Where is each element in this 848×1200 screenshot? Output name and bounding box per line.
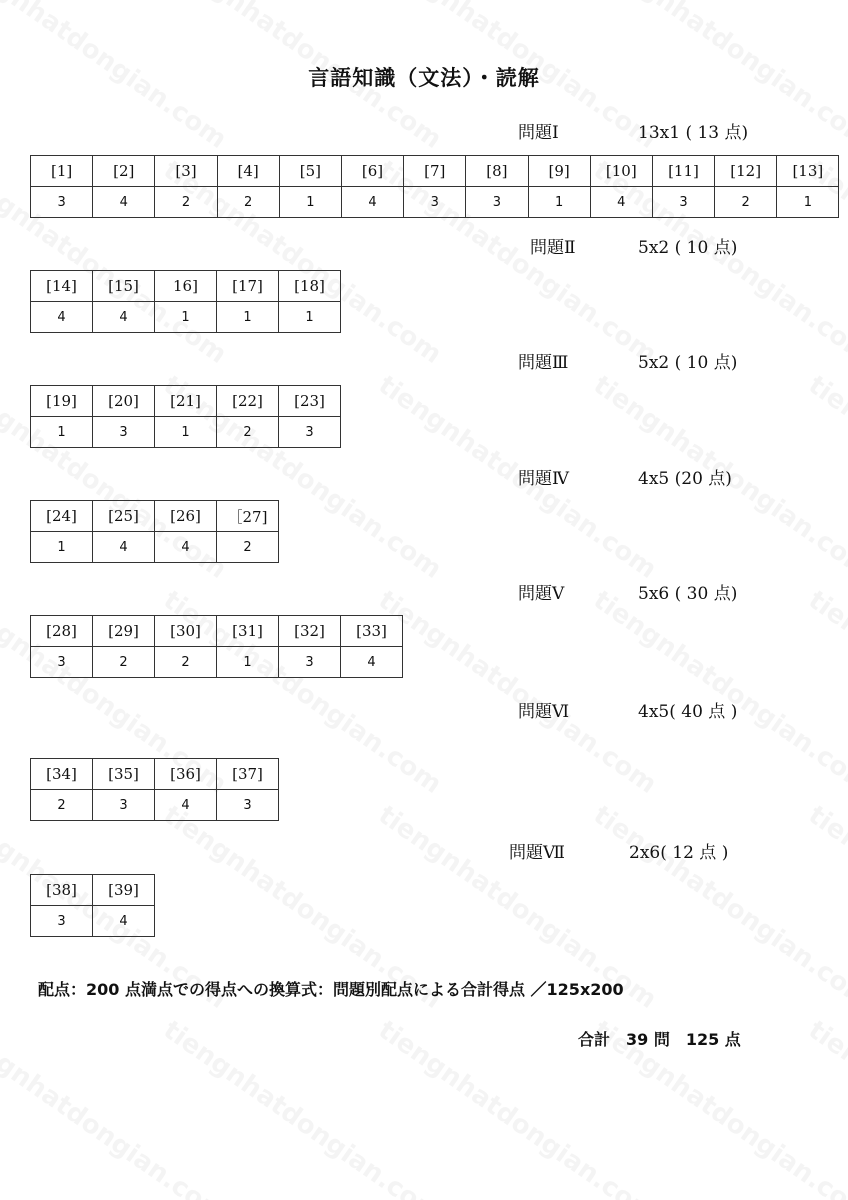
question-row (31, 501, 279, 532)
question-number-cell: [38] (31, 875, 93, 906)
question-number-cell: [36] (155, 759, 217, 790)
answer-cell: 2 (155, 187, 217, 218)
answer-cell: 2 (155, 647, 217, 678)
question-number-cell: [11] (652, 156, 714, 187)
answer-row (31, 647, 403, 678)
section-label: 問題Ⅵ (518, 702, 570, 722)
watermark-text (0, 1015, 232, 1200)
answer-cell: 2 (31, 790, 93, 821)
answer-table (30, 615, 403, 678)
answer-cell: 2 (715, 187, 777, 218)
question-row (31, 616, 403, 647)
total-summary: 合計 39 問 125 点 (578, 1030, 741, 1049)
section-points: 4x5( 40 点 ) (638, 702, 738, 722)
question-row (31, 156, 839, 187)
question-number-cell: [12] (715, 156, 777, 187)
answer-row (31, 187, 839, 218)
section-points: 5x6 ( 30 点) (638, 584, 738, 604)
answer-cell: 4 (155, 532, 217, 563)
question-number-cell: [33] (341, 616, 403, 647)
question-number-cell: [37] (217, 759, 279, 790)
watermark-text (803, 800, 848, 1015)
question-number-cell: [26] (155, 501, 217, 532)
answer-cell: 4 (93, 532, 155, 563)
answer-cell: 3 (217, 790, 279, 821)
section-points: 5x2 ( 10 点) (638, 238, 738, 258)
answer-table (30, 270, 341, 333)
question-number-cell: [32] (279, 616, 341, 647)
question-number-cell: [15] (93, 271, 155, 302)
question-number-cell: [4] (217, 156, 279, 187)
section-label: 問題Ⅱ (530, 238, 576, 258)
question-number-cell: [31] (217, 616, 279, 647)
section-label: 問題Ⅰ (518, 123, 559, 143)
answer-row (31, 302, 341, 333)
scoring-note: 配点：200 点満点での得点への換算式：問題別配点による合計得点 ／125x200 (38, 980, 624, 999)
answer-cell: 3 (93, 790, 155, 821)
answer-cell: 4 (31, 302, 93, 333)
answer-cell: 1 (279, 187, 341, 218)
question-number-cell: [2] (93, 156, 155, 187)
question-number-cell: [21] (155, 386, 217, 417)
section-points: 4x5 (20 点) (638, 469, 732, 489)
question-number-cell: [25] (93, 501, 155, 532)
question-number-cell: [17] (217, 271, 279, 302)
question-number-cell: [19] (31, 386, 93, 417)
question-number-cell: [29] (93, 616, 155, 647)
section-points: 5x2 ( 10 点) (638, 353, 738, 373)
answer-cell: 1 (155, 302, 217, 333)
section-heading (518, 464, 732, 489)
section-heading (518, 348, 738, 373)
answer-cell: 1 (155, 417, 217, 448)
question-number-cell: ［27] (217, 501, 279, 532)
answer-table (30, 500, 279, 563)
answer-table (30, 874, 155, 937)
question-row (31, 271, 341, 302)
question-number-cell: [35] (93, 759, 155, 790)
question-number-cell: [24] (31, 501, 93, 532)
question-number-cell: [9] (528, 156, 590, 187)
watermark-text (803, 1015, 848, 1200)
question-number-cell: [1] (31, 156, 93, 187)
answer-cell: 2 (217, 417, 279, 448)
answer-cell: 1 (217, 302, 279, 333)
answer-cell: 4 (341, 187, 403, 218)
question-number-cell: [3] (155, 156, 217, 187)
question-number-cell: [10] (590, 156, 652, 187)
question-number-cell: [13] (777, 156, 839, 187)
question-number-cell: [7] (404, 156, 466, 187)
answer-cell: 1 (528, 187, 590, 218)
answer-row (31, 532, 279, 563)
section-heading (530, 233, 738, 258)
answer-row (31, 417, 341, 448)
question-number-cell: [28] (31, 616, 93, 647)
question-number-cell: [34] (31, 759, 93, 790)
question-number-cell: [39] (93, 875, 155, 906)
answer-cell: 3 (31, 187, 93, 218)
question-number-cell: [23] (279, 386, 341, 417)
answer-cell: 1 (31, 417, 93, 448)
section-points: 13x1 ( 13 点) (638, 123, 749, 143)
watermark-text (373, 585, 662, 800)
answer-cell: 4 (93, 302, 155, 333)
question-row (31, 759, 279, 790)
answer-cell: 4 (590, 187, 652, 218)
answer-cell: 4 (155, 790, 217, 821)
section-points: 2x6( 12 点 ) (629, 843, 729, 863)
answer-table (30, 155, 839, 218)
answer-cell: 4 (341, 647, 403, 678)
answer-table (30, 758, 279, 821)
question-number-cell: [30] (155, 616, 217, 647)
question-row (31, 875, 155, 906)
section-heading (518, 697, 738, 722)
question-number-cell: [6] (341, 156, 403, 187)
answer-cell: 2 (93, 647, 155, 678)
answer-cell: 3 (31, 647, 93, 678)
watermark-text (803, 370, 848, 585)
answer-cell: 3 (466, 187, 528, 218)
question-number-cell: [8] (466, 156, 528, 187)
answer-cell: 3 (93, 417, 155, 448)
answer-cell: 3 (652, 187, 714, 218)
question-number-cell: [5] (279, 156, 341, 187)
answer-cell: 3 (279, 647, 341, 678)
watermark-text (803, 585, 848, 800)
question-number-cell: 16] (155, 271, 217, 302)
answer-row (31, 790, 279, 821)
answer-row (31, 906, 155, 937)
section-label: 問題Ⅲ (518, 353, 569, 373)
answer-cell: 1 (217, 647, 279, 678)
question-number-cell: [14] (31, 271, 93, 302)
answer-cell: 4 (93, 906, 155, 937)
section-label: 問題Ⅶ (509, 843, 565, 863)
question-row (31, 386, 341, 417)
answer-cell: 3 (279, 417, 341, 448)
answer-cell: 2 (217, 532, 279, 563)
section-heading (518, 579, 738, 604)
section-label: 問題Ⅴ (518, 584, 565, 604)
question-number-cell: [18] (279, 271, 341, 302)
question-number-cell: [20] (93, 386, 155, 417)
answer-table (30, 385, 341, 448)
section-heading (509, 838, 729, 863)
answer-cell: 1 (777, 187, 839, 218)
answer-cell: 2 (217, 187, 279, 218)
answer-cell: 4 (93, 187, 155, 218)
watermark-text (588, 585, 848, 800)
section-heading (518, 118, 749, 143)
answer-cell: 1 (279, 302, 341, 333)
answer-cell: 3 (31, 906, 93, 937)
question-number-cell: [22] (217, 386, 279, 417)
watermark-text (158, 1015, 447, 1200)
section-label: 問題Ⅳ (518, 469, 569, 489)
page-title: 言語知識（文法）・読解 (308, 66, 540, 90)
watermark-text (588, 800, 848, 1015)
answer-cell: 1 (31, 532, 93, 563)
answer-cell: 3 (404, 187, 466, 218)
